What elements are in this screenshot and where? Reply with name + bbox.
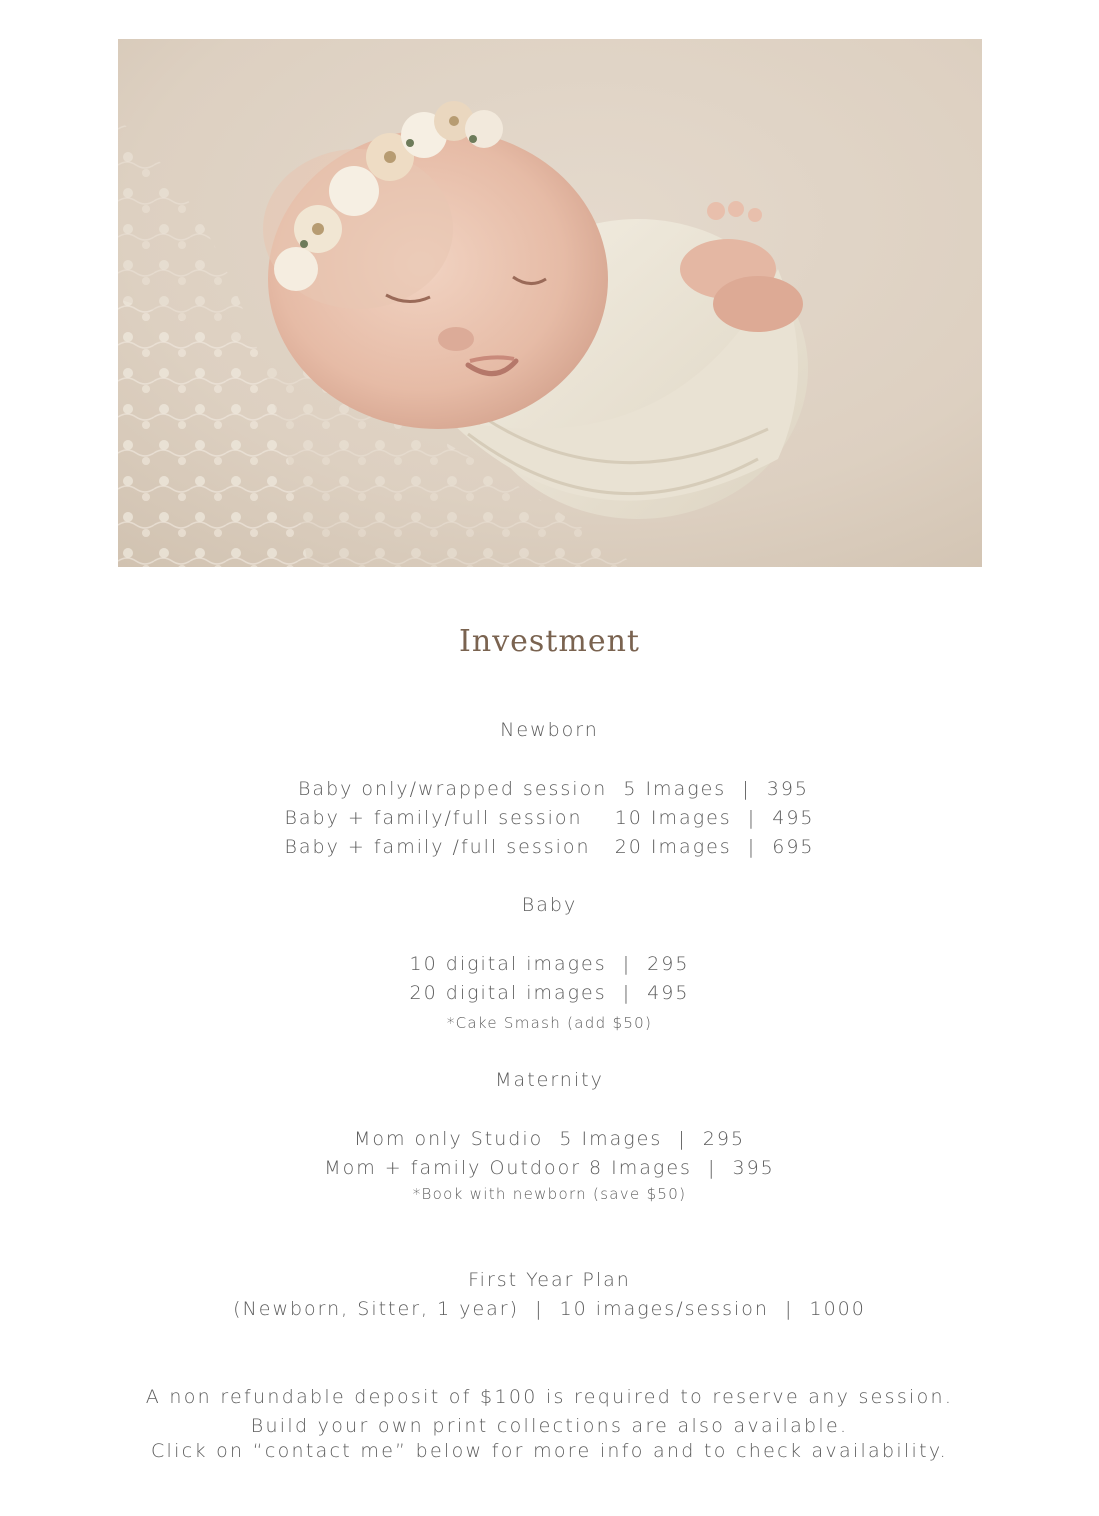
section-title-baby: Baby bbox=[521, 894, 578, 916]
price-row: 20 digital images | 495 bbox=[409, 982, 690, 1004]
price-row: Baby + family/full session 10 Images | 495 bbox=[284, 807, 815, 829]
price-row: Baby + family /full session 20 Images | 695 bbox=[284, 836, 815, 858]
footer-deposit-text: A non refundable deposit of $100 is required to reserve any session. bbox=[145, 1386, 954, 1408]
price-row: Baby only/wrapped session 5 Images | 395 bbox=[289, 778, 810, 800]
price-note: *Book with newborn (save $50) bbox=[412, 1185, 687, 1203]
section-title-maternity: Maternity bbox=[495, 1069, 604, 1091]
price-row: 10 digital images | 295 bbox=[409, 953, 690, 975]
footer-collections-text: Build your own print collections are also available. bbox=[250, 1415, 849, 1437]
price-row: Mom + family Outdoor 8 Images | 395 bbox=[324, 1157, 775, 1179]
newborn-photo bbox=[118, 39, 982, 567]
price-row: (Newborn, Sitter, 1 year) | 10 images/session | 1000 bbox=[233, 1298, 866, 1320]
price-row: Mom only Studio 5 Images | 295 bbox=[353, 1128, 746, 1150]
section-title-first-year: First Year Plan bbox=[468, 1269, 631, 1291]
price-note: *Cake Smash (add $50) bbox=[446, 1014, 653, 1032]
footer-contact-text: Click on “contact me” below for more info and to check availability. bbox=[150, 1440, 949, 1462]
section-title-newborn: Newborn bbox=[500, 719, 599, 741]
page-title: Investment bbox=[459, 624, 640, 659]
